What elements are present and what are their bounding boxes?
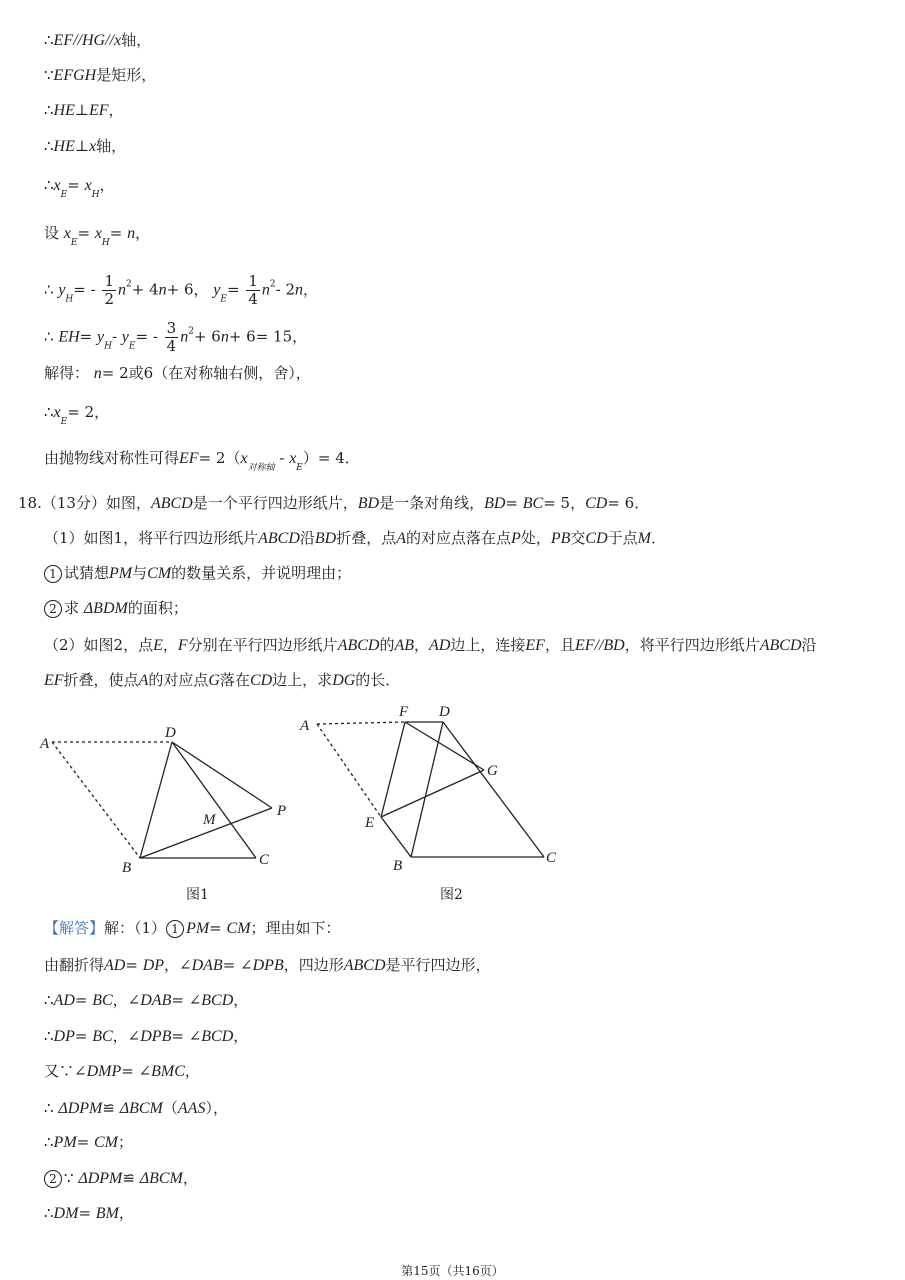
math-symbol: CM: [226, 920, 251, 937]
text: 的数量关系，并说明理由；: [171, 564, 352, 582]
math-symbol: AD: [53, 992, 75, 1009]
subscript: E: [60, 190, 68, 200]
text: ⊥: [74, 101, 89, 119]
math-symbol: G: [208, 672, 220, 689]
text: ，: [108, 101, 124, 119]
text: ，: [99, 176, 115, 194]
text: ，: [135, 224, 151, 242]
math-symbol: DPB: [140, 1028, 172, 1045]
figure-2: [317, 722, 544, 857]
text: ∴: [44, 137, 54, 155]
label-d: D: [165, 725, 176, 741]
text: ∴: [44, 403, 54, 421]
subscript: H: [91, 190, 100, 200]
text: ，: [303, 280, 319, 299]
text: 边上，求: [272, 671, 333, 689]
text: 折叠，点: [336, 529, 397, 547]
text: 的面积；: [127, 599, 188, 617]
math-symbol: AD: [104, 957, 126, 974]
math-symbol: x: [88, 138, 97, 155]
math-symbol: n: [295, 281, 303, 299]
text: ，: [162, 636, 178, 654]
numerator: 1: [248, 272, 258, 290]
math-symbol: EH: [58, 328, 80, 346]
text: ⊥: [74, 137, 89, 155]
math-symbol: n: [93, 365, 102, 382]
text: ∴: [44, 1099, 59, 1117]
text: 解：（1）: [104, 919, 167, 937]
text: ；: [118, 1133, 134, 1151]
text: + 4: [131, 280, 159, 299]
label-c: C: [546, 850, 557, 866]
text: + 6，: [166, 280, 214, 299]
text: = 2（: [198, 449, 241, 467]
numerator: 1: [104, 272, 115, 290]
text: ，: [182, 1169, 198, 1187]
text: 解得：: [44, 364, 94, 382]
text: ．: [650, 529, 666, 547]
math-symbol: ABCD: [258, 530, 300, 547]
subscript: E: [128, 341, 136, 352]
math-symbol: ΔBCM: [119, 1100, 163, 1117]
text: =: [76, 1133, 94, 1151]
text: 轴，: [121, 31, 152, 49]
label-e: E: [365, 815, 375, 831]
math-symbol: BC: [522, 495, 544, 512]
text: + 6= 15，: [228, 327, 308, 346]
math-symbol: ABCD: [150, 495, 193, 512]
math-symbol: BM: [95, 1205, 119, 1222]
edge-dp: [172, 742, 272, 808]
text: ，: [118, 1204, 134, 1222]
circled-number: 2: [44, 600, 62, 618]
text: 由抛物线对称性可得: [44, 449, 180, 467]
math-symbol: AAS: [177, 1100, 206, 1117]
text: （2）如图2，点: [44, 636, 154, 654]
edge-db: [140, 742, 172, 858]
text: 是一个平行四边形纸片，: [192, 494, 358, 512]
text: 于点: [607, 529, 638, 547]
text: ∴: [44, 176, 54, 194]
math-symbol: CD: [585, 530, 608, 547]
text: =: [74, 991, 93, 1009]
edge-eb: [381, 817, 411, 857]
math-symbol: P: [511, 530, 521, 547]
math-symbol: n: [220, 328, 229, 346]
math-symbol: BCD: [201, 1028, 234, 1045]
math-symbol: EFGH: [53, 67, 97, 84]
math-symbol: BD: [484, 495, 506, 512]
text: 沿: [801, 636, 817, 654]
text: ∴: [44, 1204, 54, 1222]
text: 边上，连接: [450, 636, 526, 654]
circled-number: 1: [44, 565, 62, 583]
math-symbol: F: [177, 637, 188, 654]
text: = ∠: [121, 1062, 152, 1080]
text: 与: [132, 564, 148, 582]
text: ，将平行四边形纸片: [624, 636, 760, 654]
math-symbol: n: [118, 281, 127, 299]
text: 设: [44, 224, 64, 242]
figure-2-caption: 图2: [440, 887, 463, 903]
text: =: [109, 224, 128, 242]
text: 是平行四边形，: [385, 956, 491, 974]
text: 分别在平行四边形纸片: [187, 636, 338, 654]
text: ∴: [44, 327, 59, 346]
math-symbol: EF: [88, 102, 109, 119]
math-symbol: y: [213, 281, 221, 299]
math-symbol: PM: [53, 1134, 77, 1151]
edge-ae-dashed: [317, 724, 381, 817]
math-symbol: BD: [314, 530, 337, 547]
superscript: 2: [188, 326, 194, 337]
text: ∴: [44, 1027, 54, 1045]
math-symbol: EF//HG//x: [53, 32, 122, 49]
math-symbol: DMP: [86, 1063, 122, 1080]
label-p: P: [277, 803, 287, 819]
text: 的对应点落在点: [406, 529, 512, 547]
math-symbol: A: [396, 530, 407, 547]
text: 折叠，使点: [63, 671, 139, 689]
text: - 2: [275, 280, 295, 299]
text: ，: [414, 636, 430, 654]
text: ）= 4．: [302, 449, 360, 467]
text: = -: [73, 280, 101, 299]
text: ，: [233, 991, 249, 1009]
label-a: A: [300, 718, 310, 734]
math-symbol: AD: [429, 637, 451, 654]
math-symbol: EF: [525, 637, 545, 654]
text: ，∠: [164, 956, 192, 974]
math-symbol: PM: [186, 920, 210, 937]
math-symbol: DAB: [191, 957, 223, 974]
edge-eg: [381, 770, 484, 817]
math-symbol: ABCD: [337, 637, 380, 654]
text: 是矩形，: [96, 66, 157, 84]
text: 求: [64, 599, 84, 617]
text: = 2或6（在对称轴右侧，舍），: [101, 364, 311, 382]
text: ∴: [44, 31, 54, 49]
math-symbol: ABCD: [759, 637, 802, 654]
math-symbol: HE: [53, 138, 75, 155]
edge-ab-dashed: [52, 742, 140, 858]
math-symbol: EF//BD: [574, 637, 625, 654]
math-symbol: x: [94, 225, 102, 242]
text: =: [67, 176, 85, 194]
math-symbol: x: [84, 177, 92, 194]
subscript: H: [101, 238, 110, 248]
math-symbol: n: [127, 225, 136, 242]
subscript: E: [70, 238, 78, 248]
math-symbol: A: [138, 672, 149, 689]
text: ，四边形: [283, 956, 344, 974]
denominator: 4: [248, 290, 258, 308]
text: = 5，: [543, 494, 586, 512]
figure-1: [52, 742, 272, 858]
text: = ∠: [171, 1027, 202, 1045]
text: 的对应点: [148, 671, 209, 689]
edge-af-dashed: [317, 722, 405, 724]
subscript: E: [220, 294, 227, 305]
math-symbol: PM: [109, 565, 133, 582]
math-symbol: BMC: [151, 1063, 185, 1080]
subscript: H: [65, 294, 74, 305]
math-symbol: BD: [357, 495, 380, 512]
text: =: [226, 280, 245, 299]
math-symbol: ΔBDM: [83, 600, 128, 617]
superscript: 2: [269, 279, 276, 290]
label-m: M: [203, 812, 216, 828]
label-d: D: [439, 704, 450, 720]
text: ，: [184, 1062, 200, 1080]
math-symbol: ABCD: [343, 957, 386, 974]
numerator: 3: [166, 319, 177, 337]
math-symbol: AB: [394, 637, 415, 654]
math-symbol: n: [158, 281, 167, 299]
math-symbol: DPB: [252, 957, 284, 974]
figure-1-caption: 图1: [186, 887, 209, 903]
math-symbol: DM: [53, 1205, 79, 1222]
text: -: [111, 327, 122, 346]
text: 18.（13分）如图，: [18, 494, 151, 512]
math-symbol: DP: [142, 957, 165, 974]
math-symbol: DAB: [140, 992, 172, 1009]
solution-label: 【解答】: [44, 919, 105, 937]
math-symbol: BC: [92, 992, 113, 1009]
text: = 6．: [607, 494, 650, 512]
text: ∵: [44, 66, 54, 84]
text: 的: [379, 636, 395, 654]
math-symbol: EF: [44, 672, 64, 689]
text: ∴: [44, 280, 59, 299]
text: =: [209, 919, 227, 937]
subscript: E: [296, 463, 303, 473]
label-f: F: [399, 704, 409, 720]
text: 又∵∠: [44, 1062, 87, 1080]
circled-number: 2: [44, 1170, 62, 1188]
denominator: 4: [166, 337, 177, 355]
math-symbol: ΔBCM: [139, 1170, 183, 1187]
math-symbol: n: [180, 328, 189, 346]
text: ，∠: [112, 1027, 141, 1045]
denominator: 2: [104, 290, 115, 308]
text: =: [79, 327, 97, 346]
math-symbol: x: [53, 404, 61, 421]
text: ≌: [122, 1169, 140, 1187]
math-symbol: BCD: [201, 992, 234, 1009]
math-symbol: x: [63, 225, 71, 242]
math-symbol: y: [121, 328, 129, 346]
text: = ∠: [222, 956, 253, 974]
text: 的长．: [355, 671, 401, 689]
math-symbol: ΔDPM: [78, 1170, 123, 1187]
text: 落在: [219, 671, 250, 689]
text: =: [125, 956, 143, 974]
subscript: H: [104, 341, 112, 352]
text: ∵: [64, 1169, 79, 1187]
text: = -: [135, 327, 163, 346]
text: 沿: [299, 529, 315, 547]
label-b: B: [393, 858, 403, 874]
edge-fg: [405, 722, 484, 770]
edge-fe: [381, 722, 405, 817]
text: 由翻折得: [44, 956, 105, 974]
page-footer: 第15页（共16页）: [401, 1264, 504, 1278]
text: ≌: [102, 1099, 120, 1117]
text: =: [505, 494, 523, 512]
label-a: A: [40, 736, 50, 752]
math-symbol: DG: [332, 672, 356, 689]
math-symbol: x: [289, 450, 297, 467]
text: = ∠: [171, 991, 202, 1009]
math-symbol: CD: [249, 672, 273, 689]
math-symbol: M: [637, 530, 651, 547]
subscript: 对称轴: [247, 463, 275, 473]
text: 交: [570, 529, 586, 547]
math-symbol: BC: [92, 1028, 113, 1045]
text: （1）如图1，将平行四边形纸片: [44, 529, 259, 547]
text: = 2，: [67, 403, 110, 421]
math-symbol: n: [261, 281, 270, 299]
math-symbol: HE: [53, 102, 75, 119]
math-symbol: EF: [179, 450, 199, 467]
label-c: C: [259, 852, 270, 868]
text: ，∠: [112, 991, 141, 1009]
text: 轴，: [96, 137, 127, 155]
math-symbol: y: [96, 328, 105, 346]
text: -: [274, 449, 290, 467]
text: ；理由如下：: [250, 919, 341, 937]
math-symbol: CD: [585, 495, 608, 512]
text: + 6: [193, 327, 221, 346]
text: =: [74, 1027, 93, 1045]
math-symbol: ΔDPM: [58, 1100, 103, 1117]
text: 试猜想: [64, 564, 110, 582]
math-symbol: x: [240, 450, 248, 467]
math-symbol: y: [58, 281, 66, 299]
text: ，: [233, 1027, 249, 1045]
math-symbol: x: [53, 177, 61, 194]
label-g: G: [487, 763, 498, 779]
text: （: [162, 1099, 178, 1117]
math-symbol: CM: [147, 565, 172, 582]
text: 处，: [520, 529, 551, 547]
math-symbol: PB: [550, 530, 571, 547]
text: 是一条对角线，: [379, 494, 485, 512]
text: =: [77, 224, 95, 242]
circled-number: 1: [166, 920, 184, 938]
math-symbol: DP: [53, 1028, 75, 1045]
text: ，且: [544, 636, 575, 654]
edge-dc: [443, 722, 544, 857]
math-symbol: CM: [94, 1134, 118, 1151]
text: ∴: [44, 101, 54, 119]
text: ），: [205, 1099, 228, 1117]
subscript: E: [60, 417, 68, 427]
superscript: 2: [126, 279, 132, 290]
text: ∴: [44, 991, 54, 1009]
text: ∴: [44, 1133, 54, 1151]
math-symbol: E: [153, 637, 163, 654]
text: =: [78, 1204, 96, 1222]
label-b: B: [122, 860, 132, 876]
